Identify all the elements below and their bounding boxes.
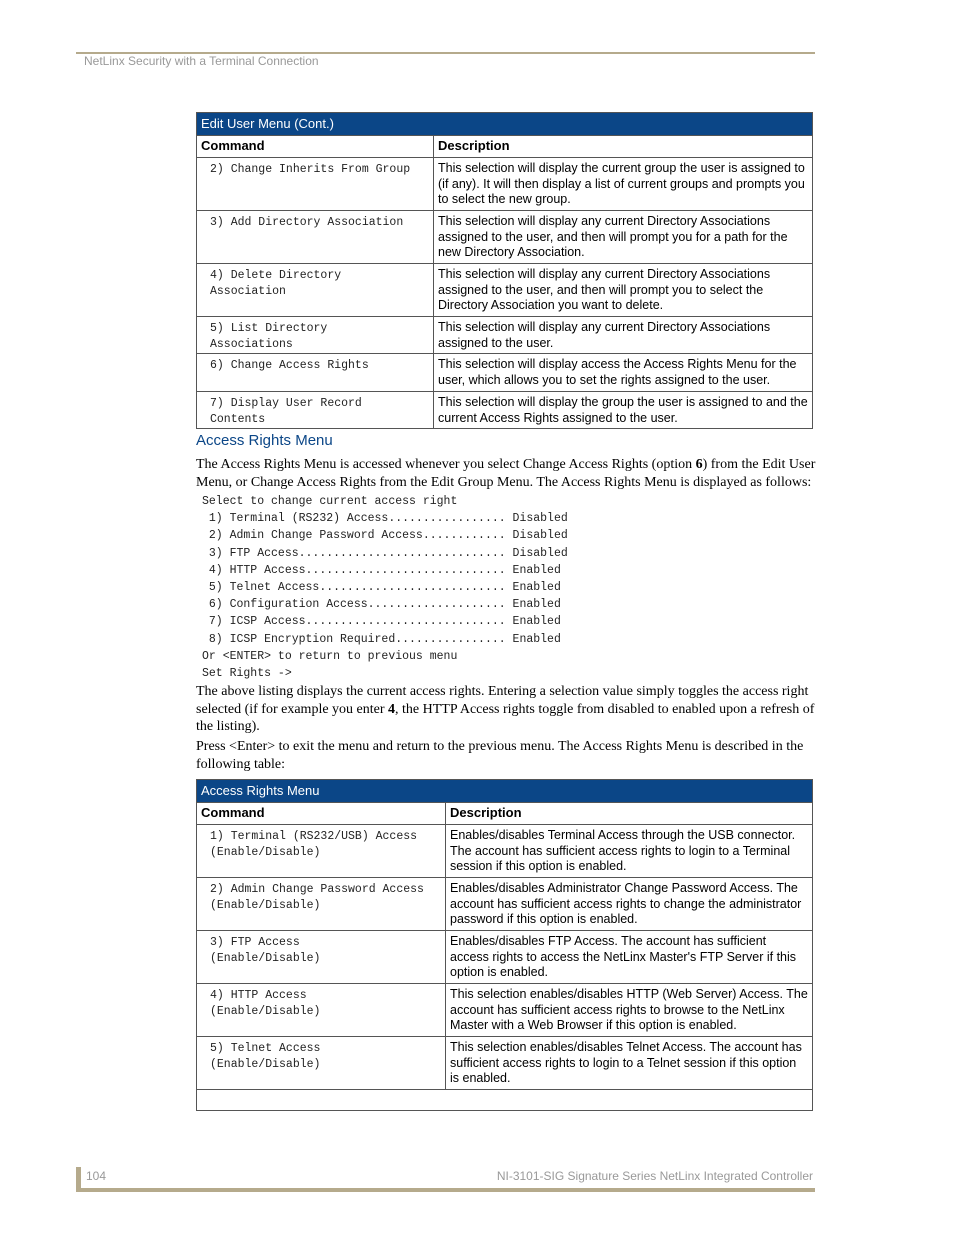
description-cell: Enables/disables FTP Access. The account has sufficient access rights to access the NetLinx Master's FTP Server if this option is enabled. bbox=[446, 931, 813, 984]
command-cell: 5) List Directory Associations bbox=[197, 317, 434, 354]
table-title: Access Rights Menu bbox=[197, 780, 813, 803]
option-number: 6 bbox=[695, 457, 703, 472]
table-row bbox=[197, 392, 813, 429]
empty-table-row bbox=[197, 1090, 813, 1111]
code-line: Set Rights -> bbox=[202, 666, 292, 680]
table-row bbox=[197, 878, 813, 931]
explanation-text-start: The above listing displays the current access rights. Entering a selection value simply toggles the access right selected (if for example you enter bbox=[196, 684, 809, 717]
command-cell: 3) FTP Access (Enable/Disable) bbox=[197, 931, 446, 984]
command-cell: 4) Delete Directory Association bbox=[197, 264, 434, 317]
intro-text-end: ) from the Edit User Menu, or Change Access Rights from the Edit Group Menu. The Access Rights Menu is displayed as follows: bbox=[196, 457, 816, 490]
description-cell: This selection will display the group the user is assigned to and the current Access Rights assigned to the user. bbox=[434, 392, 813, 429]
description-cell: This selection will display any current Directory Associations assigned to the user, and then will prompt you for a path for the new Directory Association. bbox=[434, 211, 813, 264]
selection-number: 4 bbox=[388, 701, 396, 717]
page-number: 104 bbox=[86, 1169, 107, 1183]
access-rights-listing bbox=[202, 493, 568, 682]
command-cell: 4) HTTP Access (Enable/Disable) bbox=[197, 984, 446, 1037]
command-cell: 2) Admin Change Password Access (Enable/Disable) bbox=[197, 878, 446, 931]
code-line: 5) Telnet Access........................... Enabled bbox=[202, 580, 561, 594]
column-header-description: Description bbox=[446, 803, 813, 825]
code-line: 1) Terminal (RS232) Access................. Disabled bbox=[202, 512, 568, 526]
table-title: Edit User Menu (Cont.) bbox=[197, 113, 813, 136]
access-rights-menu-table bbox=[196, 779, 813, 1111]
description-cell: This selection will display access the Access Rights Menu for the user, which allows you to set the rights assigned to the user. bbox=[434, 354, 813, 392]
column-header-command: Command bbox=[197, 803, 446, 825]
intro-paragraph bbox=[196, 456, 816, 491]
code-line: Or <ENTER> to return to previous menu bbox=[202, 649, 458, 663]
footer-rule bbox=[76, 1188, 815, 1192]
footer-document-title: NI-3101-SIG Signature Series NetLinx Integrated Controller bbox=[496, 1169, 813, 1183]
explanation-text-end: , the HTTP Access rights toggle from disabled to enabled upon a refresh of the listing). bbox=[196, 701, 815, 734]
table-row bbox=[197, 931, 813, 984]
code-line: 3) FTP Access.............................. Disabled bbox=[202, 546, 568, 560]
table-row bbox=[197, 354, 813, 392]
description-cell: Enables/disables Administrator Change Password Access. The account has sufficient access rights to change the administrator password if this option is enabled. bbox=[446, 878, 813, 931]
description-cell: This selection enables/disables HTTP (Web Server) Access. The account has sufficient access rights to browse to the NetLinx Master with a Web Browser if this option is enabled. bbox=[446, 984, 813, 1037]
code-line: 8) ICSP Encryption Required................ Enabled bbox=[202, 632, 561, 646]
intro-text-start: The Access Rights Menu is accessed whenever you select Change Access Rights (option bbox=[196, 457, 696, 472]
column-header-description: Description bbox=[434, 136, 813, 158]
description-cell: This selection will display any current Directory Associations assigned to the user, and then will prompt you to select the Directory Association you want to delete. bbox=[434, 264, 813, 317]
table-row bbox=[197, 158, 813, 211]
command-cell: 1) Terminal (RS232/USB) Access (Enable/Disable) bbox=[197, 825, 446, 878]
command-cell: 5) Telnet Access (Enable/Disable) bbox=[197, 1037, 446, 1090]
code-line: 7) ICSP Access............................. Enabled bbox=[202, 615, 561, 629]
listing-explanation-paragraph bbox=[196, 683, 816, 736]
description-cell: This selection enables/disables Telnet Access. The account has sufficient access rights to login to a Telnet session if this option is enabled. bbox=[446, 1037, 813, 1090]
column-header-command: Command bbox=[197, 136, 434, 158]
description-cell: This selection will display the current group the user is assigned to (if any). It will then display a list of current groups and prompts you to select the new group. bbox=[434, 158, 813, 211]
table-row bbox=[197, 317, 813, 354]
empty-cell bbox=[197, 1090, 813, 1111]
command-cell: 7) Display User Record Contents bbox=[197, 392, 434, 429]
section-heading: Access Rights Menu bbox=[196, 432, 333, 449]
description-cell: This selection will display any current Directory Associations assigned to the user. bbox=[434, 317, 813, 354]
code-line: 2) Admin Change Password Access............ Disabled bbox=[202, 529, 568, 543]
running-header: NetLinx Security with a Terminal Connection bbox=[84, 54, 319, 68]
code-line: 6) Configuration Access.................... Enabled bbox=[202, 598, 561, 612]
command-cell: 3) Add Directory Association bbox=[197, 211, 434, 264]
description-cell: Enables/disables Terminal Access through the USB connector. The account has sufficient access rights to login to a Terminal session if this option is enabled. bbox=[446, 825, 813, 878]
table-row bbox=[197, 825, 813, 878]
table-row bbox=[197, 264, 813, 317]
code-line: 4) HTTP Access............................. Enabled bbox=[202, 563, 561, 577]
code-line: Select to change current access right bbox=[202, 495, 458, 508]
edit-user-menu-table bbox=[196, 112, 813, 429]
table-row bbox=[197, 1037, 813, 1090]
command-cell: 2) Change Inherits From Group bbox=[197, 158, 434, 211]
command-cell: 6) Change Access Rights bbox=[197, 354, 434, 392]
table-row bbox=[197, 211, 813, 264]
table-row bbox=[197, 984, 813, 1037]
exit-instruction-paragraph: Press <Enter> to exit the menu and return to the previous menu. The Access Rights Menu is described in the following table: bbox=[196, 739, 804, 772]
